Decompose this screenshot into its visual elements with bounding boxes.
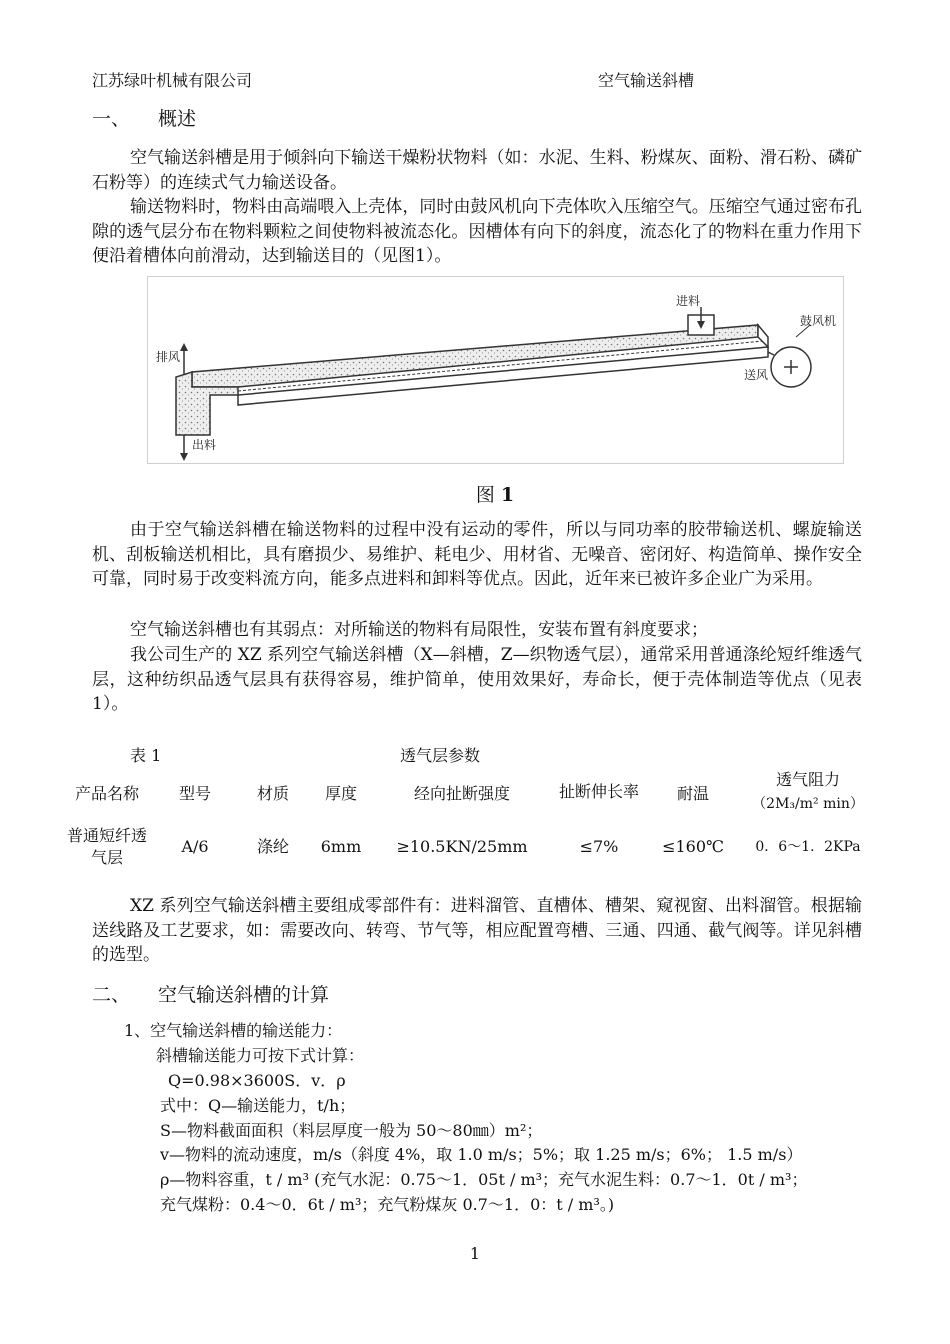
label-air-supply: 送风 [744,368,769,382]
table-header-cell: 材质 [256,783,289,803]
table-header-cell: 型号 [178,783,211,803]
upper-end [758,325,768,347]
calc-formula: Q=0.98×3600S．v．ρ [168,1071,346,1090]
figure-caption-prefix: 图 [475,484,495,506]
calc-item-1: 1、空气输送斜槽的输送能力： [124,1021,343,1040]
paragraph-2: 输送物料时，物料由高端喂入上壳体，同时由鼓风机向下壳体吹入压缩空气。压缩空气通过密布孔隙的透气层分布在物料颗粒之间使物料被流态化。因槽体有向下的斜度，流态化了的物料在重力作用下便沿着槽体向前滑动，达到输送目的（见图1）。 [92,197,862,266]
table-cell: 0．6～1．2KPa [755,839,861,855]
table-cell: ≥10.5KN/25mm [396,837,528,856]
page-number: 1 [469,1244,481,1263]
table-cell: 涤纶 [256,837,289,856]
section2-heading [92,980,329,1007]
table-cell: ≤160℃ [662,837,724,856]
paragraph-5: 我公司生产的 XZ 系列空气输送斜槽（X—斜槽，Z—织物透气层），通常采用普通涤纶短纤维透气层，这种纺织品透气层具有获得容易，维护简单，使用效果好，寿命长，便于壳体制造等优点（见表 1）。 [92,645,862,714]
calc-line: ρ—物料容重，t / m³ (充气水泥：0.75～1．05t / m³；充气水泥生料：0.7～1．0t / m³； [160,1170,808,1189]
section1-title: 概述 [158,108,197,130]
table-header-cell: 耐温 [676,783,709,803]
table-header-cell: 透气阻力 [775,770,840,789]
paragraph-3: 由于空气输送斜槽在输送物料的过程中没有运动的零件，所以与同功率的胶带输送机、螺旋输送机、刮板输送机相比，具有磨损少、易维护、耗电少、用材省、无噪音、密闭好、构造简单、操作安全可靠，同时易于改变料流方向，能多点进料和卸料等优点。因此，近年来已被许多企业广为采用。 [92,520,862,589]
paragraph-1: 空气输送斜槽是用于倾斜向下输送干燥粉状物料（如：水泥、生料、粉煤灰、面粉、滑石粉、磷矿石粉等）的连续式气力输送设备。 [92,148,862,193]
figure-caption-number: 1 [500,484,515,506]
section1-number: 一、 [92,108,131,130]
table-header-cell: 经向扯断强度 [413,783,510,803]
section2-number: 二、 [92,984,131,1006]
table-header-cell: 产品名称 [74,783,139,803]
section2-title: 空气输送斜槽的计算 [158,984,330,1006]
header-title: 空气输送斜槽 [598,71,695,90]
table-header-cell: 扯断伸长率 [559,782,640,801]
figure-1 [147,276,844,464]
table-header-row [62,766,878,818]
table-header-unit: （2M₃/m² min） [752,796,864,812]
table-cell: ≤7% [579,837,619,856]
calc-line: 斜槽输送能力可按下式计算： [156,1046,365,1065]
parameter-table [62,766,878,876]
header-company: 江苏绿叶机械有限公司 [92,71,253,90]
calc-line: S—物料截面面积（料层厚度一般为 50～80㎜）m²； [160,1121,543,1140]
calc-line: 充气煤粉：0.4～0．6t / m³；充气粉煤灰 0.7～1．0：t / m³。) [160,1195,615,1214]
table-row [62,818,878,876]
table-title: 透气层参数 [400,746,481,765]
paragraph-4: 空气输送斜槽也有其弱点：对所输送的物料有局限性，安装布置有斜度要求； [130,620,708,640]
table-cell: 6mm [320,837,362,856]
paragraph-6: XZ 系列空气输送斜槽主要组成零部件有：进料溜管、直槽体、槽架、窥视窗、出料溜管。根据输送线路及工艺要求，如：需要改向、转弯、节气等，相应配置弯槽、三通、四通、截气阀等。详见斜槽的选型。 [92,896,862,965]
label-outlet: 出料 [192,438,217,452]
calc-line: 式中：Q—输送能力，t/h； [160,1096,356,1115]
table-cell: A/6 [181,837,209,856]
section1-heading [92,104,196,131]
label-exhaust: 排风 [156,350,181,364]
label-inlet: 进料 [676,294,701,308]
table-header-cell: 厚度 [324,783,357,803]
label-blower: 鼓风机 [800,314,837,328]
table-label: 表 1 [130,746,162,765]
air-slide-diagram [148,277,843,463]
figure-caption [0,480,950,507]
table-cell: 普通短纤透气层 [67,826,148,867]
calc-line: v—物料的流动速度，m/s（斜度 4%，取 1.0 m/s；5%；取 1.25 m/s；6%； 1.5 m/s） [160,1145,803,1164]
